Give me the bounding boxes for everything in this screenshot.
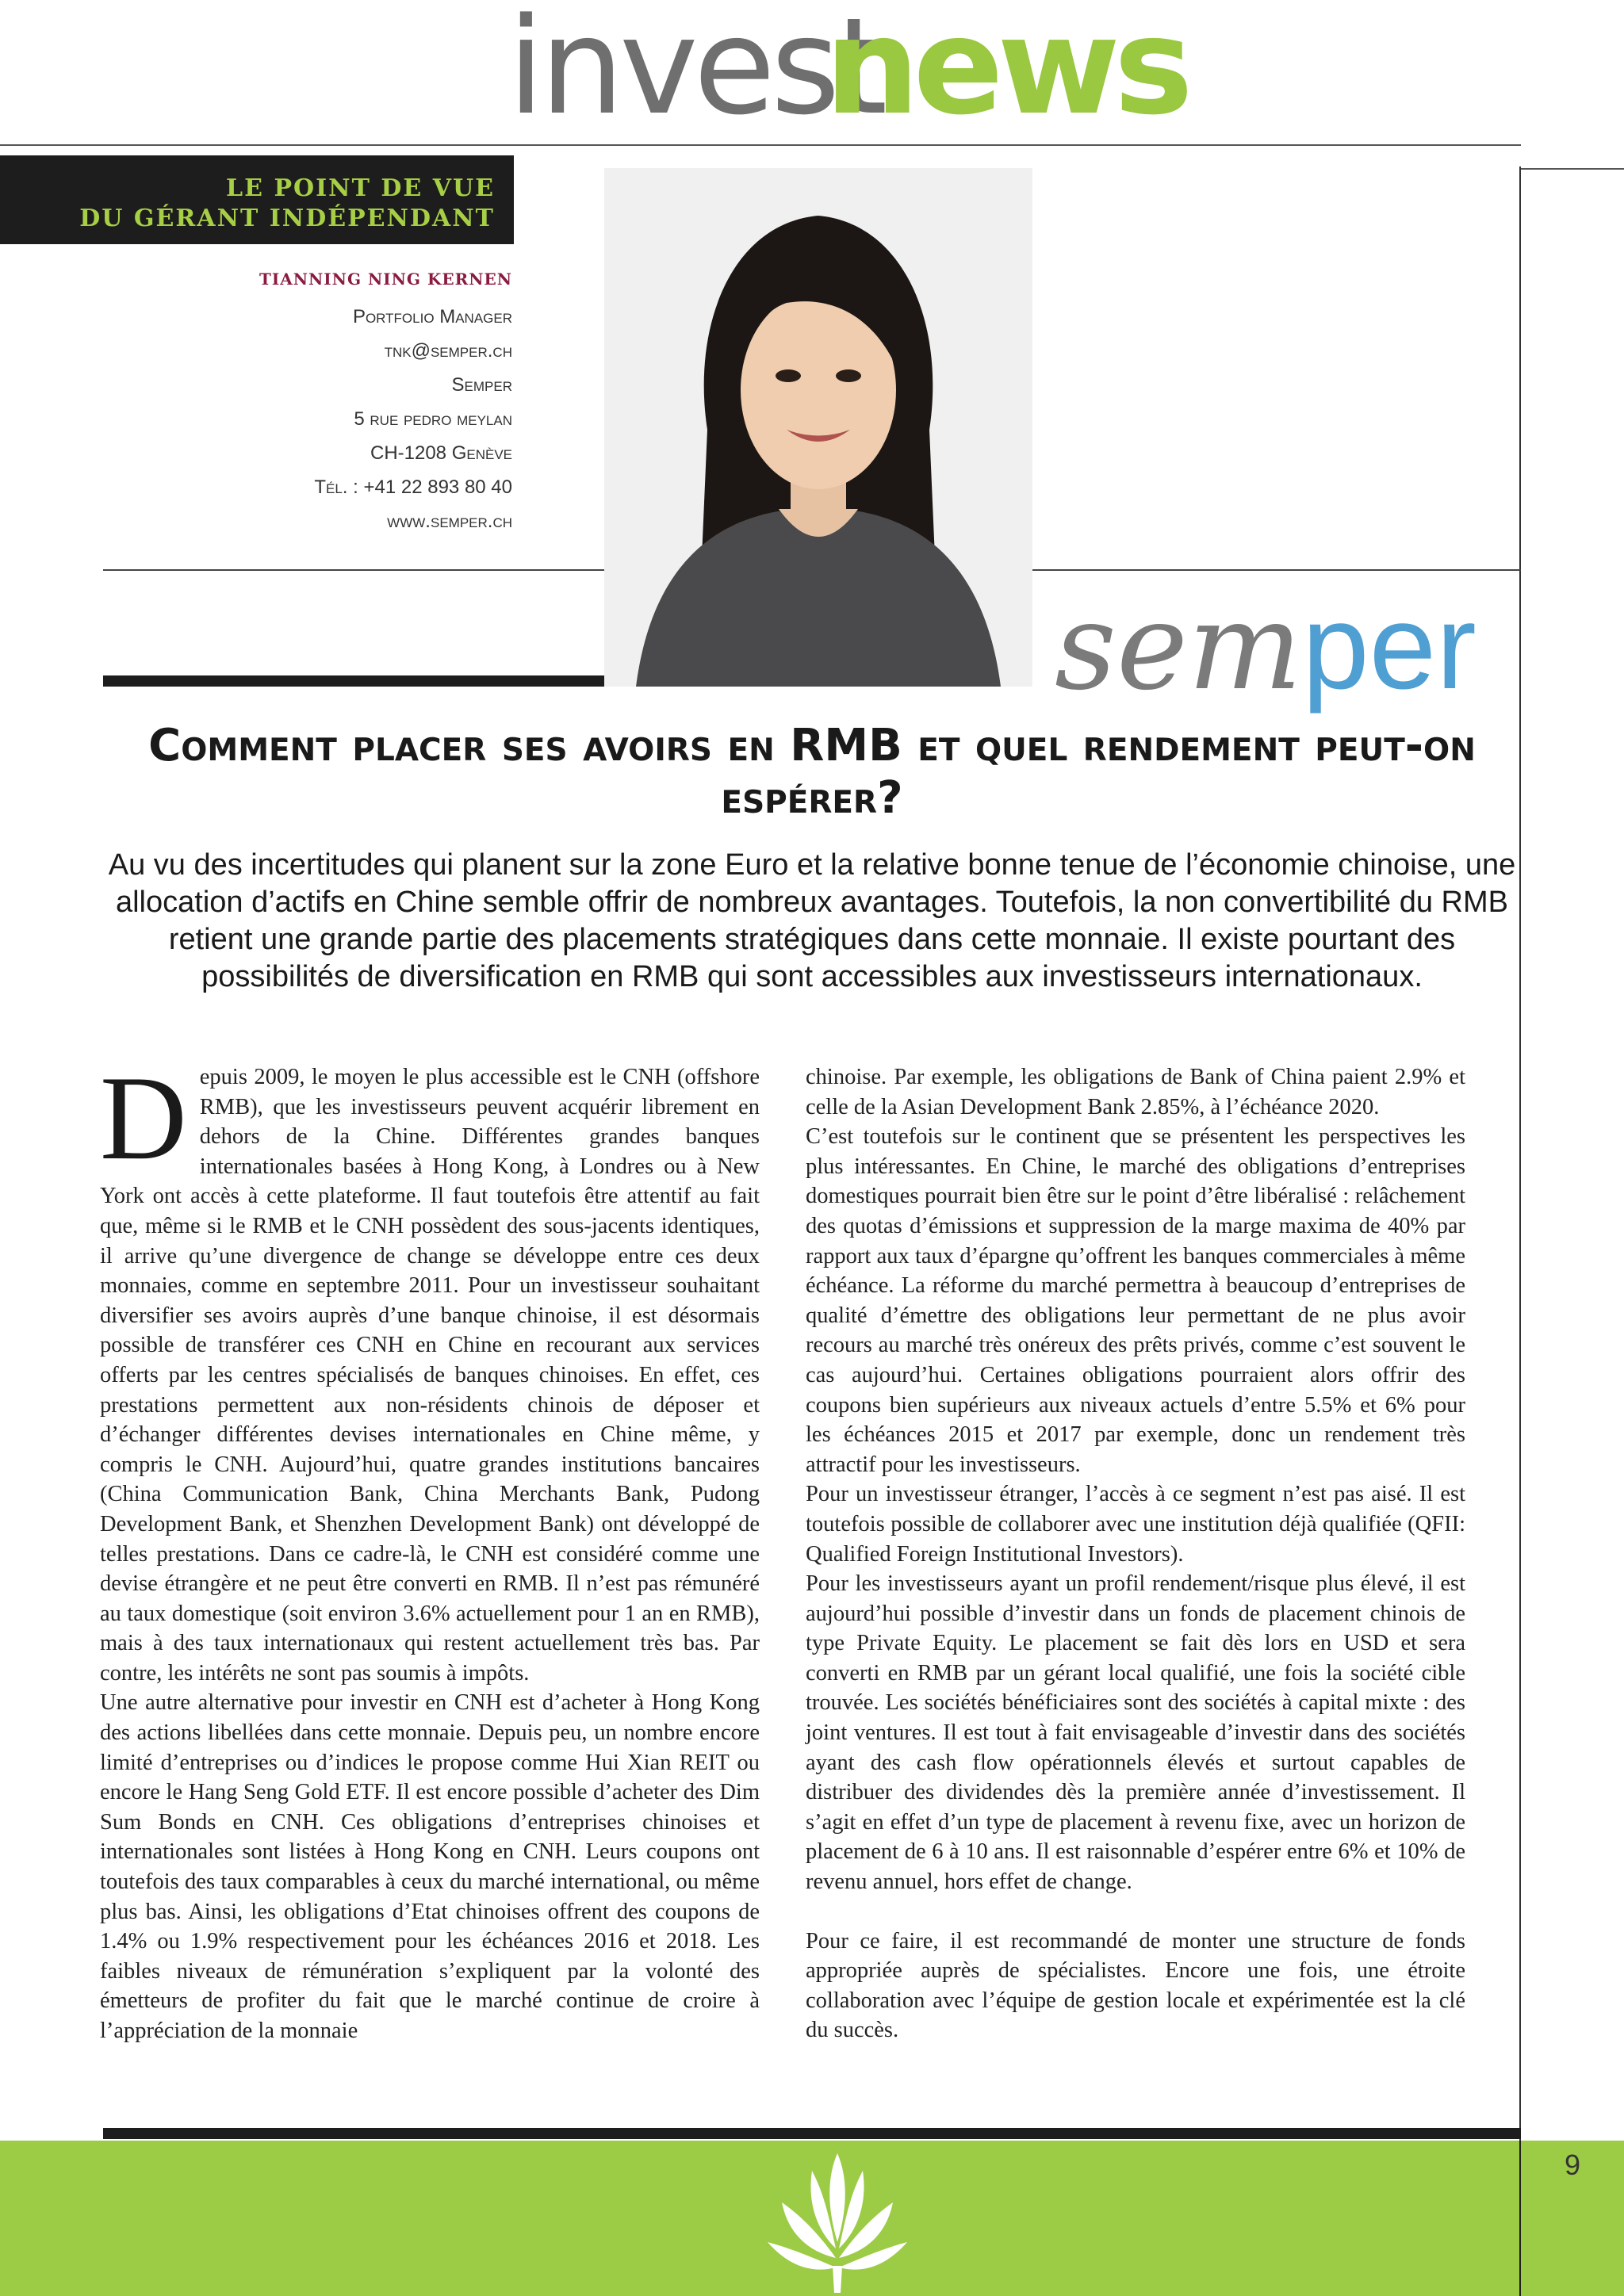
- author-phone: Tél. : +41 22 893 80 40: [314, 476, 512, 498]
- author-name: TIANNING NING KERNEN: [259, 270, 512, 289]
- paragraph-gap: [806, 1897, 1465, 1927]
- masthead-news: news: [825, 0, 1187, 144]
- logo-rule: [1032, 569, 1521, 571]
- footer-thick-rule: [103, 2128, 1521, 2139]
- paragraph: Une autre alternative pour investir en CNH est d’acheter à Hong Kong des actions libellées dans cette monnaie. Depuis peu, un nombre encore limité d’entreprises ou d’indices le propose comme Hui Xian REIT ou encore le Hang Seng Gold ETF. Il est encore possible d’acheter des Dim Sum Bonds en CNH. Ces obligations d’entreprises chinoises et internationales sont listées à Hong Kong en CNH. Leurs coupons ont toutefois des taux comparables à ceux du marché international, ou même plus bas. Ainsi, les obligations d’Etat chinoises offrent des coupons de 1.4% ou 1.9% respectivement pour les échéances 2016 et 2018. Les faibles niveaux de rémunération s’expliquent par la volonté des émetteurs de profiter du fait que le marché continue de croire à l’appréciation de la monnaie: [100, 1690, 760, 2043]
- paragraph: Pour un investisseur étranger, l’accès à ce segment n’est pas aisé. Il est toutefois possible de collaborer avec une institution déjà qualifiée (QFII: Qualified Foreign Institutional Investors).: [806, 1482, 1465, 1567]
- article-title: Comment placer ses avoirs en RMB et quel rendement peut-on espérer?: [148, 720, 1476, 824]
- paragraph: Pour les investisseurs ayant un profil rendement/risque plus élevé, il est aujourd’hui possible d’investir dans un fonds de placement chinois de type Private Equity. Le placement se fait dès lors en USD et sera converti en RMB par un gérant local qualifié, une fois la société cible trouvée. Les sociétés bénéficiaires sont des sociétés à capital mixte : des joint ventures. Il est tout à fait envisageable d’investir dans des sociétés ayant des cash flow opérationnels élevés et surtout capables de distribuer des dividendes dès la première année d’investissement. Il s’agit en effet d’un type de placement à revenu fixe, avec un horizon de placement de 6 à 10 ans. Il est raisonnable d’espérer entre 6% et 10% de revenu annuel, hors effet de change.: [806, 1571, 1465, 1895]
- column-header-line-1: LE POINT DE VUE: [226, 174, 495, 202]
- article-column-right: [806, 1062, 1465, 2045]
- article-column-left: [100, 1051, 760, 2046]
- masthead-rule: [0, 144, 1521, 146]
- masthead: [0, 0, 1624, 151]
- paragraph: [100, 1051, 760, 1688]
- right-margin-line: [1519, 166, 1521, 2141]
- column-header-line-2: DU GÉRANT INDÉPENDANT: [79, 205, 495, 232]
- drop-cap: D: [100, 1051, 187, 1184]
- header-thick-rule: [103, 675, 606, 687]
- author-email: tnk@semper.ch: [384, 340, 512, 362]
- masthead-invest: invest: [508, 0, 883, 144]
- author-company: Semper: [451, 374, 512, 396]
- author-role: Portfolio Manager: [352, 306, 512, 327]
- author-city: CH-1208 Genève: [370, 442, 512, 464]
- semper-logo: [1055, 576, 1477, 717]
- article-lead: Au vu des incertitudes qui planent sur la zone Euro et la relative bonne tenue de l’économie chinoise, une allocation d’actifs en Chine semble offrir de nombreux avantages. Toutefois, la non convertibilité du RMB retient une grande partie des placements stratégiques dans cette monnaie. Il existe pourtant des possibilités de diversification en RMB qui sont accessibles aux investisseurs internationaux.: [108, 848, 1516, 993]
- paragraph: C’est toutefois sur le continent que se présentent les perspectives les plus intéressantes. En Chine, le marché des obligations d’entreprises domestiques pourrait bien être sur le point d’être libéralisé : relâchement des quotas d’émissions et suppression de la marge maxima de 40% par rapport aux taux d’épargne qu’offrent les banques commerciales à même échéance. La réforme du marché permettra à beaucoup d’entreprises de qualité d’émettre des obligations leur permettant de ne plus avoir recours au marché très onéreux des prêts privés, comme c’est souvent le cas aujourd’hui. Certaines obligations pourraient alors offrir des coupons bien supérieurs aux niveaux actuels d’entre 5.5% et 6% pour les échéances 2015 et 2017 par exemple, donc un rendement très attractif pour les investisseurs.: [806, 1124, 1465, 1477]
- contact-rule: [103, 569, 606, 571]
- author-portrait: [604, 168, 1032, 687]
- logo-part-per: per: [1302, 580, 1477, 714]
- logo-part-sem: sem: [1055, 576, 1303, 717]
- leaf-emblem-icon: [764, 2147, 910, 2294]
- column-header-box: [0, 155, 514, 244]
- author-website: www.semper.ch: [387, 511, 512, 532]
- author-contact: [159, 266, 512, 538]
- paragraph: chinoise. Par exemple, les obligations de Bank of China paient 2.9% et celle de la Asian Development Bank 2.85%, à l’échéance 2020.: [806, 1065, 1465, 1119]
- paragraph-text: epuis 2009, le moyen le plus accessible est le CNH (offshore RMB), que les investisseurs peuvent acquérir librement en dehors de la Chine. Différentes grandes banques internationales basées à Hong Kong, à Londres ou à New York ont accès à cette plateforme. Il faut toutefois être attentif au fait que, même si le RMB et le CNH possèdent des sous-jacents identiques, il arrive qu’une divergence de change se développe entre ces deux monnaies, comme en septembre 2011. Pour un investisseur souhaitant diversifier ses avoirs auprès d’une banque chinoise, il est désormais possible de transférer ces CNH en Chine en recourant aux services offerts par les centres spécialisés de banques chinoises. En effet, ces prestations permettent aux non-résidents chinois de déposer et d’échanger différentes devises internationales en Chine même, y compris le CNH. Aujourd’hui, quatre grandes institutions bancaires (China Communication Bank, China Merchants Bank, Pudong Development Bank, et Shenzhen Development Bank) ont développé de telles prestations. Dans ce cadre-là, le CNH est considéré comme une devise étrangère et ne peut être converti en RMB. Il n’est pas rémunéré au taux domestique (soit environ 3.6% actuellement pour 1 an en RMB), mais à des taux internationaux qui restent actuellement très bas. Par contre, les intérêts ne sont pas soumis à impôts.: [100, 1065, 760, 1686]
- page-number: 9: [1564, 2149, 1581, 2181]
- margin-rule: [1521, 168, 1624, 170]
- portrait-illustration: [604, 168, 1032, 687]
- author-street: 5 rue pedro meylan: [354, 408, 512, 430]
- paragraph: Pour ce faire, il est recommandé de monter une structure de fonds appropriée auprès de spécialistes. Encore une fois, une étroite collaboration avec l’équipe de gestion locale et expérimentée est la clé du succès.: [806, 1928, 1465, 2043]
